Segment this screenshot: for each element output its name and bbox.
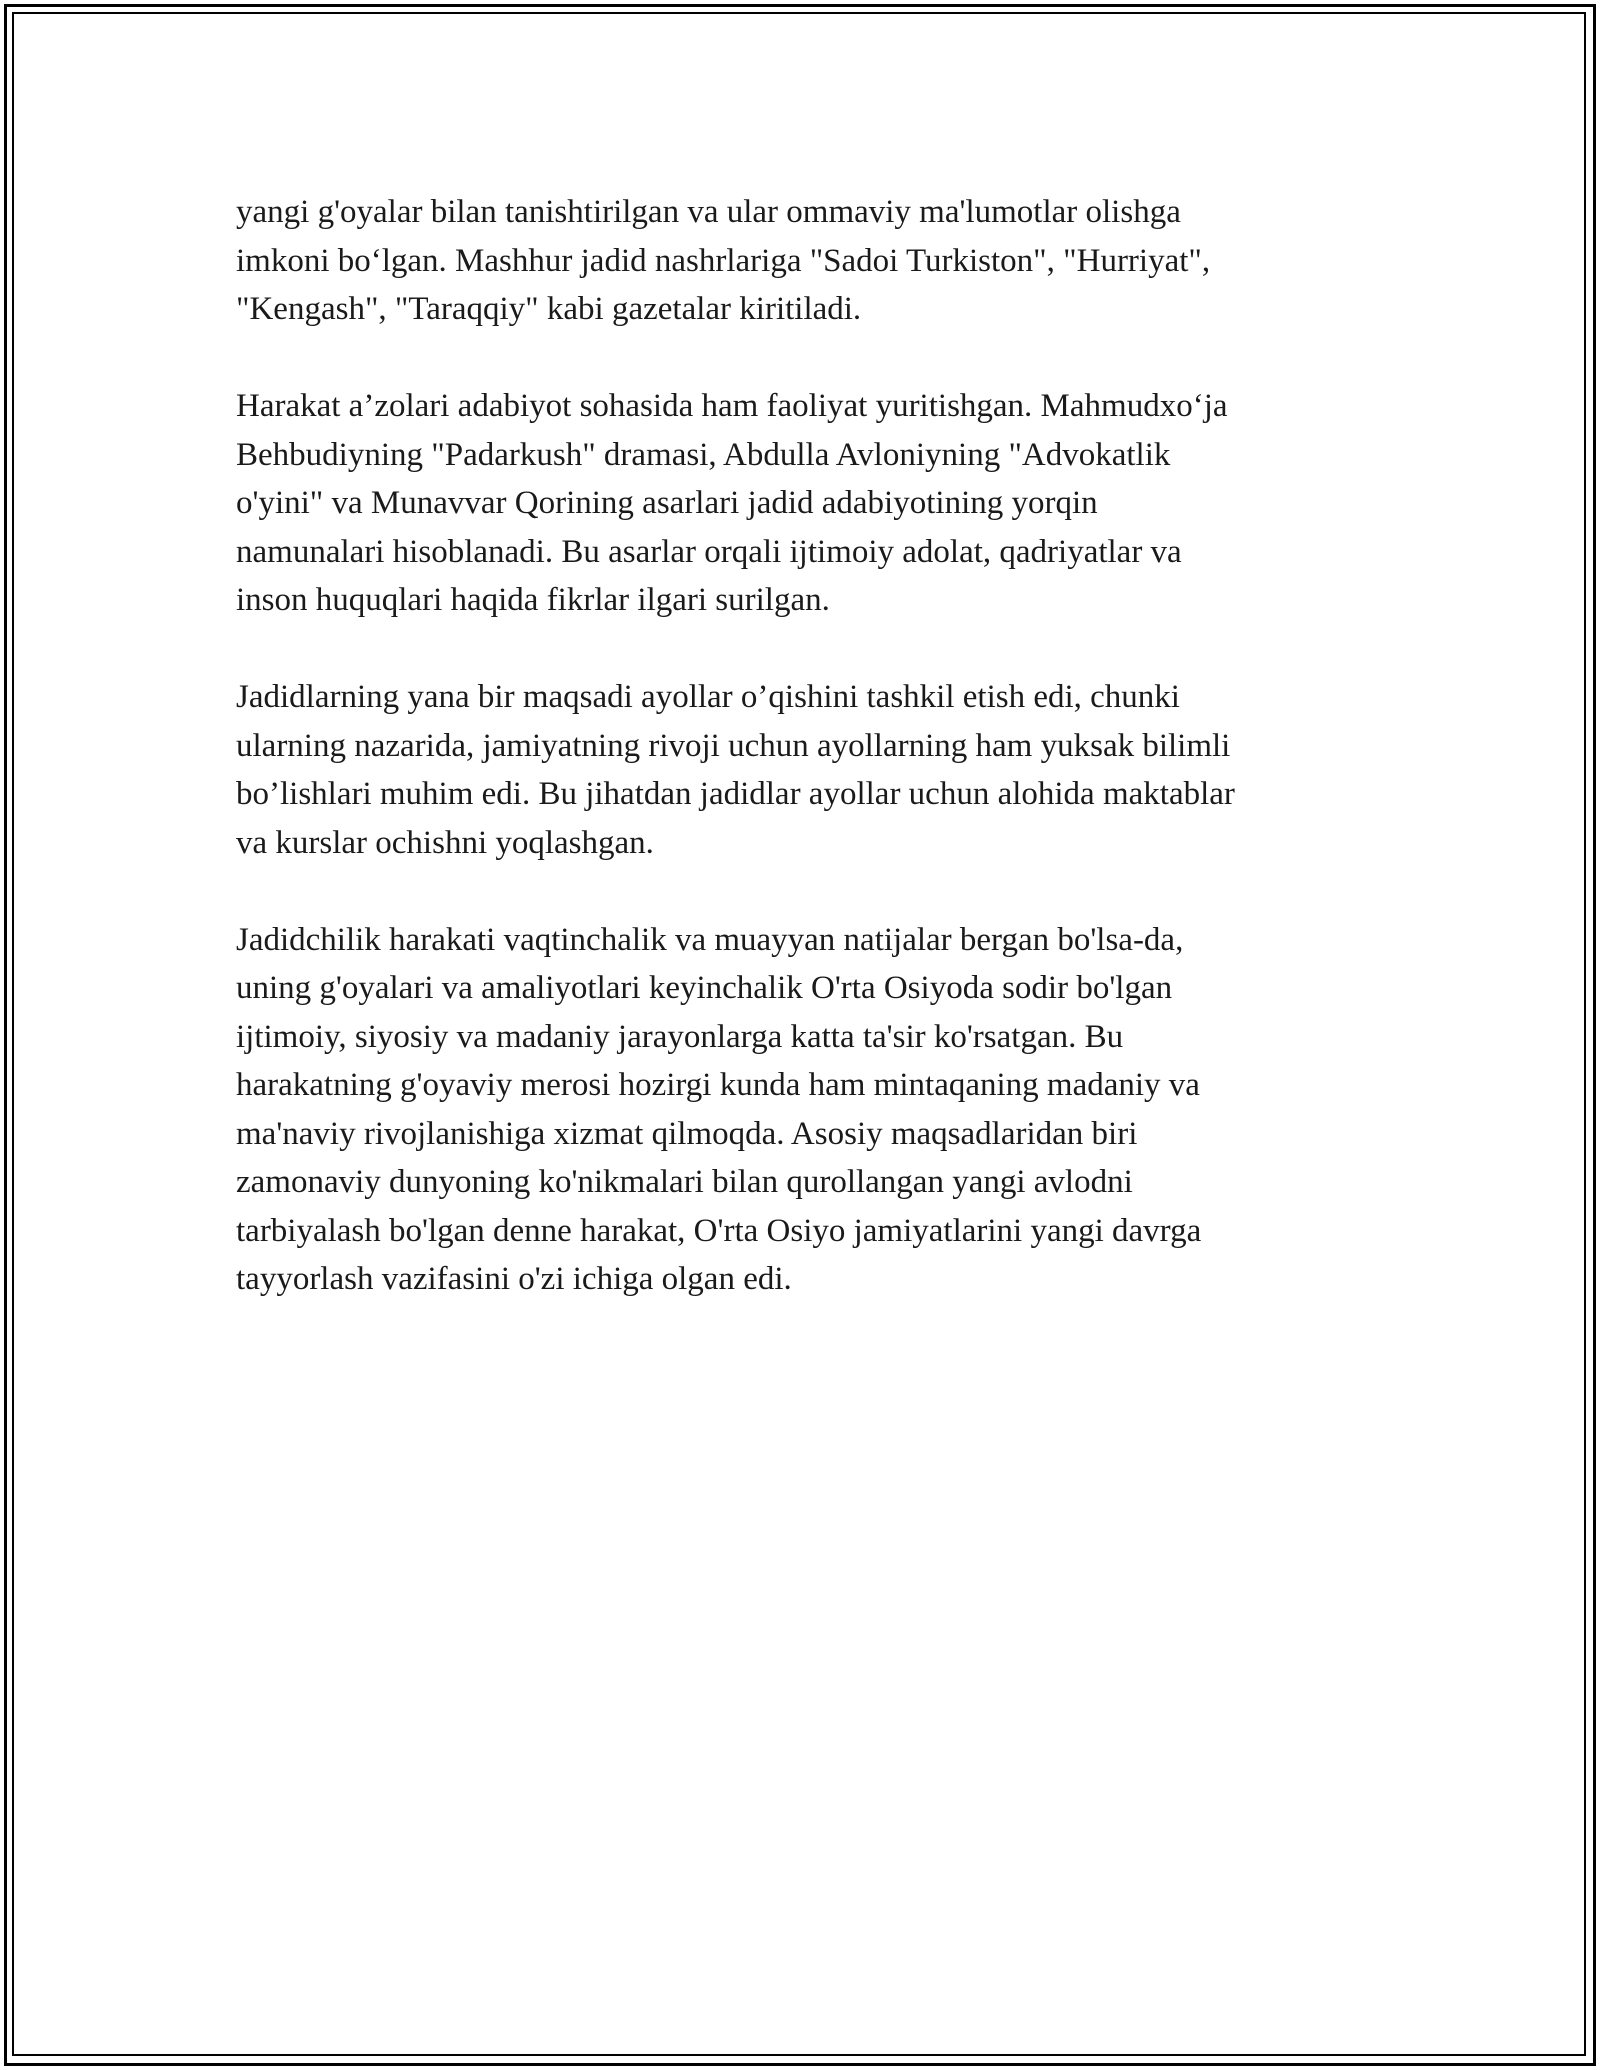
text-line: bo’lishlari muhim edi. Bu jihatdan jadidlar ayollar uchun alohida maktablar [236,776,1235,812]
text-line: ijtimoiy, siyosiy va madaniy jarayonlarga katta ta'sir ko'rsatgan. Bu [236,1018,1124,1055]
text-line: uning g'oyalari va amaliyotlari keyinchalik O'rta Osiyoda sodir bo'lgan [236,970,1173,1006]
text-line: o'yini" va Munavvar Qorining asarlari jadid adabiyotining yorqin [236,485,1098,521]
text-line: inson huquqlari haqida fikrlar ilgari surilgan. [236,582,830,618]
text-line: "Kengash", "Taraqqiy" kabi gazetalar kiritiladi. [236,291,862,327]
text-line: va kurslar ochishni yoqlashgan. [236,824,654,861]
paragraph-3 [236,673,1356,867]
text-line: Jadidchilik harakati vaqtinchalik va muayyan natijalar bergan bo'lsa-da, [236,921,1184,958]
text-line: ma'naviy rivojlanishiga xizmat qilmoqda. Asosiy maqsadlaridan biri [236,1115,1138,1152]
text-line: imkoni bo‘lgan. Mashhur jadid nashrlariga "Sadoi Turkiston", "Hurriyat", [236,242,1211,279]
text-line: tarbiyalash bo'lgan denne harakat, O'rta Osiyo jamiyatlarini yangi davrga [236,1212,1202,1249]
text-line: namunalari hisoblanadi. Bu asarlar orqali ijtimoiy adolat, qadriyatlar va [236,533,1182,570]
text-line: Jadidlarning yana bir maqsadi ayollar o’qishini tashkil etish edi, chunki [236,679,1180,715]
text-line: harakatning g'oyaviy merosi hozirgi kunda ham mintaqaning madaniy va [236,1067,1200,1103]
text-line: ularning nazarida, jamiyatning rivoji uchun ayollarning ham yuksak bilimli [236,727,1231,764]
paragraph-2 [236,382,1356,625]
paragraph-1 [236,188,1356,334]
text-line: Behbudiyning "Padarkush" dramasi, Abdulla Avloniyning "Advokatlik [236,436,1171,473]
text-line: tayyorlash vazifasini o'zi ichiga olgan edi. [236,1261,792,1297]
text-line: zamonaviy dunyoning ko'nikmalari bilan qurollangan yangi avlodni [236,1164,1133,1200]
paragraph-4 [236,916,1356,1304]
text-line: Harakat a’zolari adabiyot sohasida ham faoliyat yuritishgan. Mahmudxo‘ja [236,388,1228,424]
document-body [236,188,1356,1352]
text-line: yangi g'oyalar bilan tanishtirilgan va ular ommaviy ma'lumotlar olishga [236,194,1181,230]
